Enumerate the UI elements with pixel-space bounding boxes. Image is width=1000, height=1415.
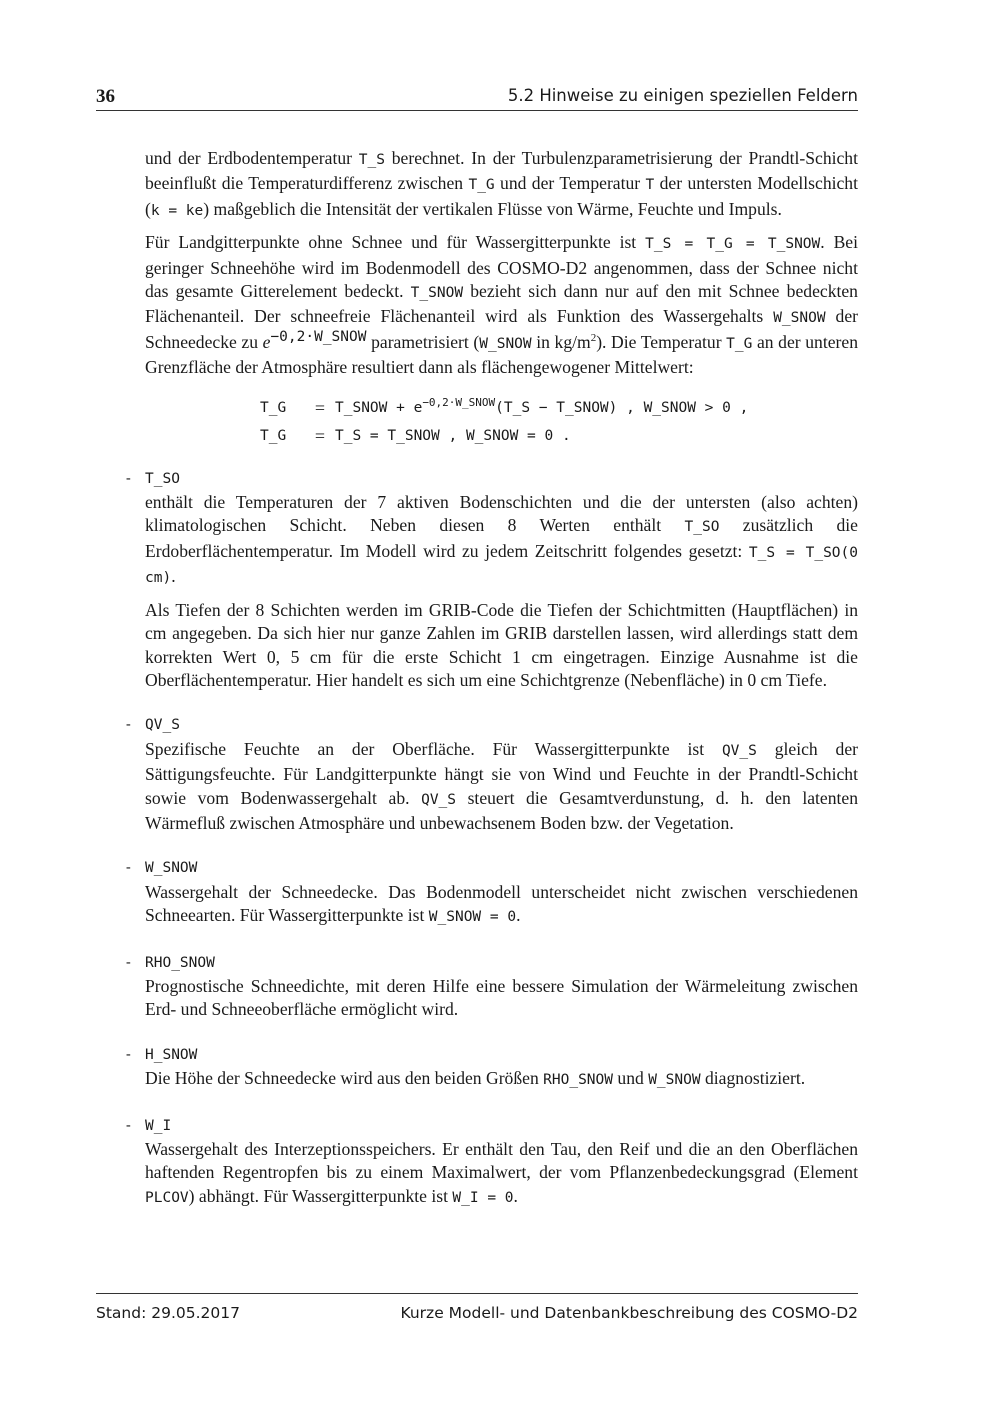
paragraph: und der Erdbodentemperatur T_S berechnet. In der Turbulenzparametrisierung der Prandtl-Schicht beeinflußt die Temperaturdifferenz zwischen T_G und der Temperatur T der untersten Modellschicht (k = ke) maßgeblich die Intensität der vertikalen Flüsse von Wärme, Feuchte und Impuls.	[145, 148, 858, 219]
paragraph: Die Höhe der Schneedecke wird aus den beiden Größen RHO_SNOW und W_SNOW diagnostiziert.	[145, 1068, 806, 1089]
footer-date: Stand: 29.05.2017	[96, 1304, 240, 1322]
field-name: W_SNOW	[145, 860, 198, 877]
paragraph: Als Tiefen der 8 Schichten werden im GRIB-Code die Tiefen der Schichtmitten (Hauptflächen) in cm angegeben. Da sich hier nur ganze Zahlen im GRIB darstellen lassen, wird allerdings statt dem korrekten Wert 0, 5 cm für die erste Schicht 1 cm eingetragen. Einzige Ausnahme ist die Oberflächentemperatur. Hier handelt es sich um eine Schichtgrenze (Nebenfläche) in 0 cm Tiefe.	[145, 599, 858, 690]
paragraph: Wassergehalt der Schneedecke. Das Bodenmodell unterscheidet nicht zwischen verschiedenen Schneearten. Für Wassergitterpunkte ist W_SNOW = 0.	[145, 881, 858, 926]
page-footer	[96, 1293, 858, 1322]
equation-line: T_G = T_SNOW + $e^{-0,2\cdot W\_SNOW}(T\_S$ − T_SNOW) , W_SNOW > 0 ,	[260, 395, 749, 418]
paragraph: Für Landgitterpunkte ohne Schnee und für Wassergitterpunkte ist T_S = T_G = T_SNOW. Bei geringer Schneehöhe wird im Bodenmodell des COSMO-D2 angenommen, dass der Schnee nicht das gesamte Gitterelement bedeckt. T_SNOW bezieht sich dann nur auf den mit Schnee bedeckten Flächenanteil. Der schneefreie Flächenanteil wird als Funktion des Wassergehalts W_SNOW der Schneedecke zu $e^{-0,2\cdot W\_SNOW}$ parametrisiert (W_SNOW in $kg/m^2$). Die Temperatur T_G an der unteren Grenzfläche der Atmosphäre resultiert dann als flächengewogener Mittelwert:	[145, 232, 858, 378]
equation-block	[260, 394, 858, 450]
field-name: W_I	[145, 1117, 172, 1134]
paragraph: Spezifische Feuchte an der Oberfläche. Für Wassergitterpunkte ist QV_S gleich der Sättigungsfeuchte. Für Landgitterpunkte hängt sie von Wind und Feuchte in der Prandtl-Schicht sowie vom Bodenwassergehalt ab. QV_S steuert die Gesamtverdunstung, d. h. den latenten Wärmefluß zwischen Atmosphäre und unbewachsenem Boden bzw. der Vegetation.	[145, 738, 858, 833]
page-number: 36	[96, 86, 115, 107]
field-item-w-i: - W_I Wassergehalt des Interzeptionsspeichers. Er enthält den Tau, den Reif und die an den Oberflächen haftenden Regentropfen bis zu einem Maximalwert, der vom Pflanzenbedeckungsgrad (Element PLCOV) abhängt. Für Wassergitterpunkte ist W_I = 0.	[145, 1115, 858, 1211]
page-header	[96, 86, 858, 111]
field-item-qv-s: - QV_S Spezifische Feuchte an der Oberfläche. Für Wassergitterpunkte ist QV_S gleich der Sättigungsfeuchte. Für Landgitterpunkte hängt sie von Wind und Feuchte in der Prandtl-Schicht sowie vom Bodenwassergehalt ab. QV_S steuert die Gesamtverdunstung, d. h. den latenten Wärmefluß zwischen Atmosphäre und unbewachsenem Boden bzw. der Vegetation.	[145, 714, 858, 835]
footer-title: Kurze Modell- und Datenbankbeschreibung des COSMO-D2	[400, 1304, 858, 1322]
equation-line: T_G = T_S = T_SNOW , W_SNOW = 0 .	[260, 425, 571, 446]
field-name: T_SO	[145, 470, 180, 487]
paragraph: Prognostische Schneedichte, mit deren Hilfe eine bessere Simulation der Wärmeleitung zwischen Erd- und Schneeoberfläche ermöglicht wird.	[145, 975, 858, 1020]
section-title: 5.2 Hinweise zu einigen speziellen Feldern	[507, 86, 858, 105]
page-body	[124, 147, 858, 1210]
paragraph: Wassergehalt des Interzeptionsspeichers. Er enthält den Tau, den Reif und die an den Oberflächen haftenden Regentropfen bis zu einem Maximalwert, der vom Pflanzenbedeckungsgrad (Element PLCOV) abhängt. Für Wassergitterpunkte ist W_I = 0.	[145, 1139, 858, 1206]
paragraph: enthält die Temperaturen der 7 aktiven Bodenschichten und die der untersten (also achten) klimatologischen Schicht. Neben diesen 8 Werten enthält T_SO zusätzlich die Erdoberflächentemperatur. Im Modell wird zu jedem Zeitschritt folgendes gesetzt: T_S = T_SO(0 cm).	[145, 492, 858, 587]
field-name: H_SNOW	[145, 1046, 198, 1063]
field-item-h-snow: - H_SNOW Die Höhe der Schneedecke wird aus den beiden Größen RHO_SNOW und W_SNOW diagnostiziert.	[145, 1044, 858, 1093]
field-name: RHO_SNOW	[145, 954, 215, 971]
field-name: QV_S	[145, 717, 180, 734]
field-item-rho-snow: - RHO_SNOW Prognostische Schneedichte, mit deren Hilfe eine bessere Simulation der Wärmeleitung zwischen Erd- und Schneeoberfläche ermöglicht wird.	[145, 952, 858, 1022]
field-item-w-snow: - W_SNOW Wassergehalt der Schneedecke. Das Bodenmodell unterscheidet nicht zwischen verschiedenen Schneearten. Für Wassergitterpunkte ist W_SNOW = 0.	[145, 857, 858, 929]
field-item-t-so: - T_SO enthält die Temperaturen der 7 aktiven Bodenschichten und die der untersten (also achten) klimatologischen Schicht. Neben diesen 8 Werten enthält T_SO zusätzlich die Erdoberflächentemperatur. Im Modell wird zu jedem Zeitschritt folgendes gesetzt: T_S = T_SO(0 cm). Als Tiefen der 8 Schichten werden im GRIB-Code die Tiefen der Schichtmitten (Hauptflächen) in cm angegeben. Da sich hier nur ganze Zahlen im GRIB darstellen lassen, wird allerdings statt dem korrekten Wert 0, 5 cm für die erste Schicht 1 cm eingetragen. Einzige Ausnahme ist die Oberflächentemperatur. Hier handelt es sich um eine Schichtgrenze (Nebenfläche) in 0 cm Tiefe.	[145, 468, 858, 693]
